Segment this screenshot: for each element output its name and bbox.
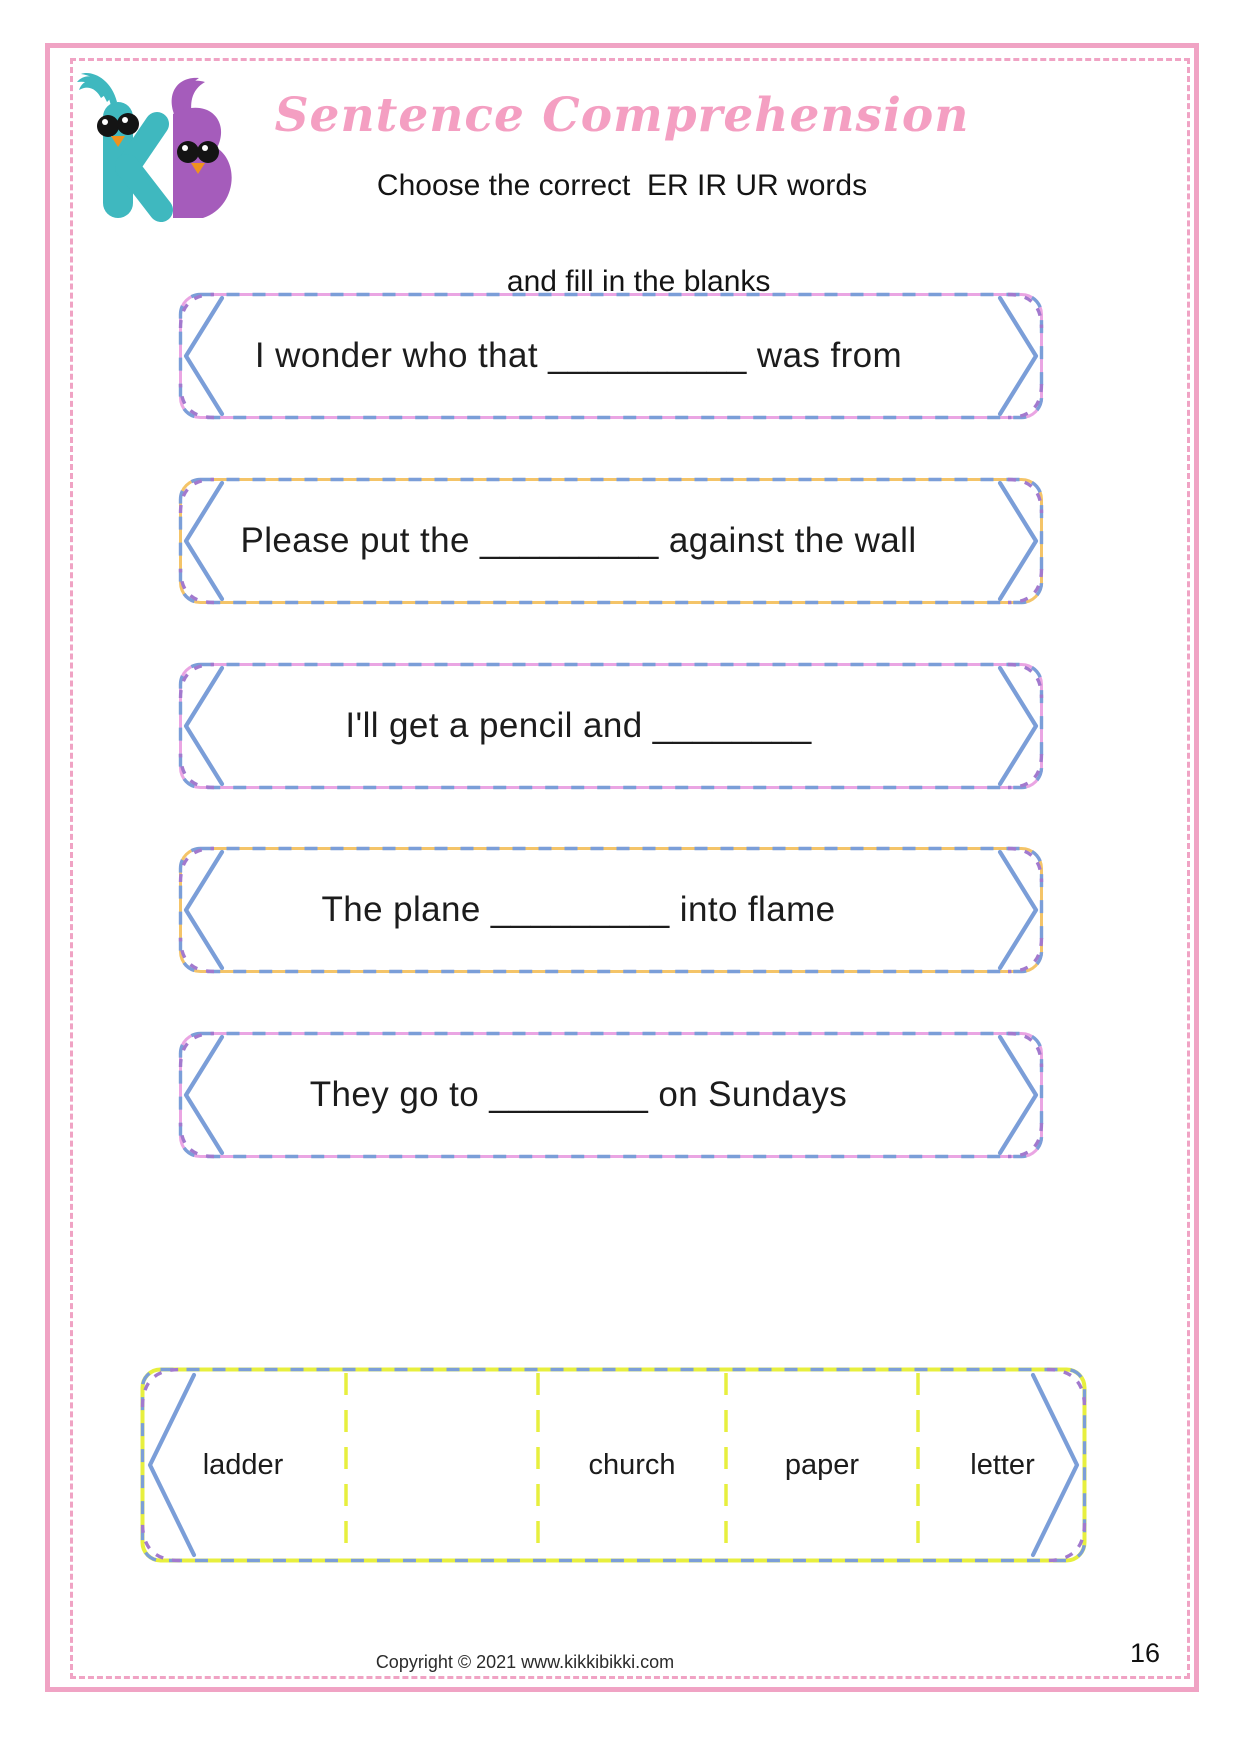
word-bank-cells [140,1367,1087,1563]
sentence-box-3 [178,662,1044,790]
instruction-line-1: Choose the correct ER IR UR words [376,169,868,202]
sentence-text: The plane _________ into flame [321,890,836,929]
sentence-box-5 [178,1031,1044,1159]
sentence-text: I wonder who that __________ was from [254,336,903,375]
word-bank-word: letter [970,1448,1035,1481]
sentence-text: I'll get a pencil and ________ [345,706,812,745]
instructions [0,162,1244,306]
instruction-line-2: and fill in the blanks [506,265,771,298]
word-bank-word [346,1367,538,1563]
sentence-box-2 [178,477,1044,605]
sentence-box-4 [178,846,1044,974]
word-bank-word: church [588,1448,676,1481]
page-number: 16 [1129,1638,1160,1668]
sentence-text: They go to ________ on Sundays [309,1075,848,1114]
word-bank-word: ladder [202,1448,284,1481]
copyright-text: Copyright © 2021 www.kikkibikki.com [375,1652,675,1672]
sentence-text: Please put the _________ against the wall [240,521,917,560]
sentence-box-1 [178,292,1044,420]
word-bank [140,1367,1087,1563]
page-title: Sentence Comprehension [274,88,970,143]
word-bank-word: paper [784,1448,860,1481]
